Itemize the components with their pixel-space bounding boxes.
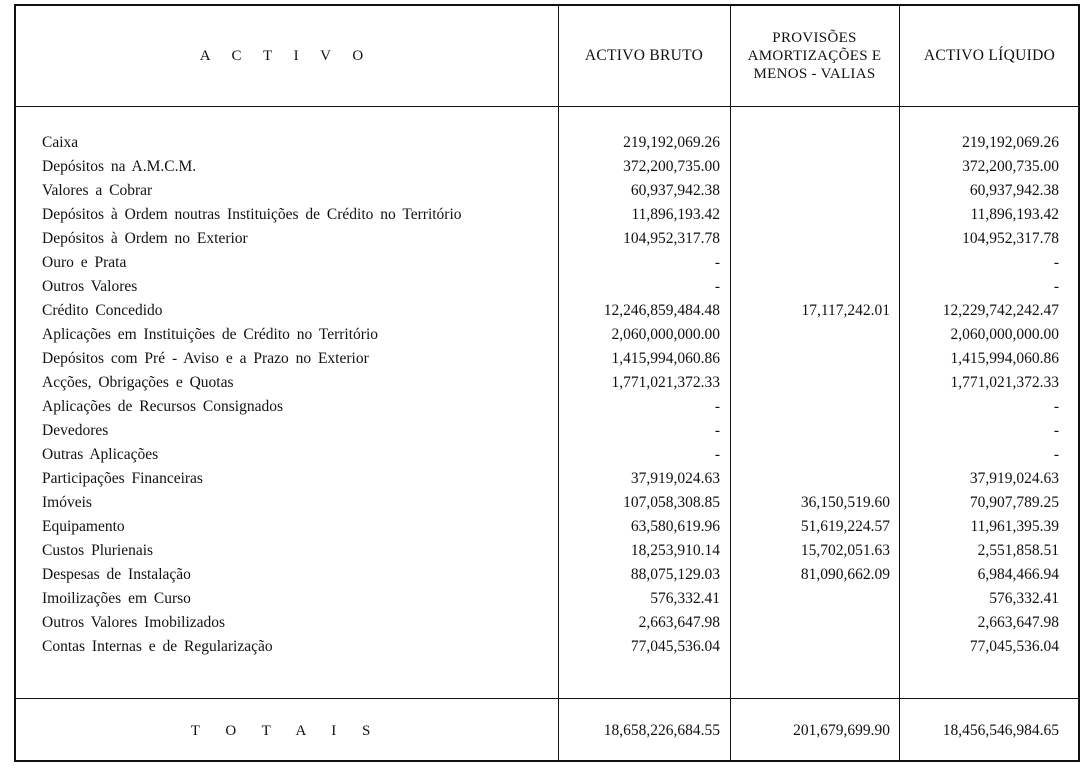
row-activo-bruto: 1,415,994,060.86 bbox=[611, 350, 720, 367]
table-row bbox=[14, 587, 1080, 611]
table-row bbox=[14, 443, 1080, 467]
table-row bbox=[14, 275, 1080, 299]
row-activo-bruto: 18,253,910.14 bbox=[630, 542, 720, 559]
row-activo-liquido: 11,961,395.39 bbox=[970, 518, 1059, 535]
row-provisoes: 17,117,242.01 bbox=[801, 302, 890, 319]
table-row bbox=[14, 635, 1080, 659]
table-row bbox=[14, 203, 1080, 227]
header-provisoes-line1: PROVISÕES bbox=[772, 30, 857, 46]
table-row bbox=[14, 347, 1080, 371]
row-label: Valores a Cobrar bbox=[42, 182, 153, 199]
row-activo-liquido: - bbox=[1053, 254, 1059, 271]
table-row bbox=[14, 419, 1080, 443]
header-provisoes bbox=[730, 6, 899, 106]
row-activo-bruto: - bbox=[714, 398, 720, 415]
row-activo-bruto: 104,952,317.78 bbox=[623, 230, 720, 247]
table-row bbox=[14, 371, 1080, 395]
totals-activo-liquido: 18,456,546,984.65 bbox=[942, 722, 1059, 739]
row-label: Participações Financeiras bbox=[42, 470, 203, 487]
table-row bbox=[14, 515, 1080, 539]
row-provisoes: 81,090,662.09 bbox=[800, 566, 890, 583]
row-activo-bruto: 11,896,193.42 bbox=[631, 206, 720, 223]
table-row bbox=[14, 131, 1080, 155]
row-label: Outras Aplicações bbox=[42, 446, 159, 463]
row-activo-bruto: 2,060,000,000.00 bbox=[611, 326, 720, 343]
row-label: Aplicações em Instituições de Crédito no Território bbox=[42, 326, 379, 343]
row-activo-bruto: 576,332.41 bbox=[650, 590, 720, 607]
row-activo-liquido: 37,919,024.63 bbox=[969, 470, 1059, 487]
row-label: Ouro e Prata bbox=[42, 254, 127, 271]
row-provisoes: 51,619,224.57 bbox=[800, 518, 890, 535]
row-activo-liquido: - bbox=[1053, 398, 1059, 415]
row-activo-bruto: 372,200,735.00 bbox=[623, 158, 720, 175]
row-label: Aplicações de Recursos Consignados bbox=[42, 398, 284, 415]
header-activo: A C T I V O bbox=[199, 47, 373, 64]
row-label: Depósitos na A.M.C.M. bbox=[42, 158, 197, 175]
row-activo-bruto: - bbox=[714, 254, 720, 271]
table-row bbox=[14, 539, 1080, 563]
table-row bbox=[14, 227, 1080, 251]
row-activo-bruto: 88,075,129.03 bbox=[630, 566, 720, 583]
table-row bbox=[14, 155, 1080, 179]
row-activo-liquido: 2,663,647.98 bbox=[977, 614, 1059, 631]
row-activo-liquido: 11,896,193.42 bbox=[970, 206, 1059, 223]
row-label: Contas Internas e de Regularização bbox=[42, 638, 273, 655]
row-activo-liquido: - bbox=[1053, 446, 1059, 463]
row-label: Depósitos com Pré - Aviso e a Prazo no Exterior bbox=[42, 350, 369, 367]
row-activo-liquido: 77,045,536.04 bbox=[969, 638, 1059, 655]
row-label: Outros Valores bbox=[42, 278, 138, 295]
table-row bbox=[14, 611, 1080, 635]
row-label: Crédito Concedido bbox=[42, 302, 163, 319]
row-activo-liquido: 219,192,069.26 bbox=[962, 134, 1059, 151]
table-row bbox=[14, 467, 1080, 491]
row-activo-bruto: - bbox=[714, 278, 720, 295]
header-divider bbox=[14, 106, 1080, 107]
row-activo-bruto: 2,663,647.98 bbox=[638, 614, 720, 631]
row-activo-liquido: 1,771,021,372.33 bbox=[950, 374, 1059, 391]
row-activo-bruto: 219,192,069.26 bbox=[623, 134, 720, 151]
row-label: Depósitos à Ordem no Exterior bbox=[42, 230, 248, 247]
row-label: Equipamento bbox=[42, 518, 125, 535]
header-activo-bruto: ACTIVO BRUTO bbox=[584, 47, 704, 64]
header-provisoes-line2: AMORTIZAÇÕES E bbox=[747, 48, 882, 64]
row-activo-bruto: - bbox=[714, 446, 720, 463]
totals-label: T O T A I S bbox=[190, 722, 382, 739]
row-label: Imóveis bbox=[42, 494, 92, 511]
row-activo-liquido: 576,332.41 bbox=[989, 590, 1059, 607]
row-activo-liquido: 70,907,789.25 bbox=[969, 494, 1059, 511]
totals-activo-bruto: 18,658,226,684.55 bbox=[603, 722, 720, 739]
row-activo-bruto: 63,580,619.96 bbox=[630, 518, 720, 535]
row-label: Imoilizações em Curso bbox=[42, 590, 191, 607]
row-label: Acções, Obrigações e Quotas bbox=[42, 374, 234, 391]
table-row bbox=[14, 563, 1080, 587]
header-activo-liquido: ACTIVO LÍQUIDO bbox=[923, 47, 1056, 64]
totals-provisoes: 201,679,699.90 bbox=[793, 722, 890, 739]
row-provisoes: 36,150,519.60 bbox=[800, 494, 890, 511]
row-activo-liquido: - bbox=[1053, 278, 1059, 295]
table-body bbox=[14, 131, 1080, 659]
header-provisoes-line3: MENOS - VALIAS bbox=[753, 66, 876, 82]
row-activo-bruto: 1,771,021,372.33 bbox=[611, 374, 720, 391]
row-label: Caixa bbox=[42, 134, 79, 151]
row-activo-bruto: 107,058,308.85 bbox=[623, 494, 720, 511]
row-provisoes: 15,702,051.63 bbox=[800, 542, 890, 559]
row-label: Outros Valores Imobilizados bbox=[42, 614, 226, 631]
row-activo-liquido: 6,984,466.94 bbox=[977, 566, 1059, 583]
row-activo-liquido: 372,200,735.00 bbox=[962, 158, 1059, 175]
row-activo-liquido: - bbox=[1053, 422, 1059, 439]
row-activo-bruto: 77,045,536.04 bbox=[630, 638, 720, 655]
table-row bbox=[14, 323, 1080, 347]
row-activo-bruto: 60,937,942.38 bbox=[630, 182, 720, 199]
table-row bbox=[14, 179, 1080, 203]
row-activo-bruto: 12,246,859,484.48 bbox=[603, 302, 720, 319]
table-row bbox=[14, 299, 1080, 323]
row-activo-liquido: 2,551,858.51 bbox=[977, 542, 1059, 559]
row-activo-liquido: 2,060,000,000.00 bbox=[950, 326, 1059, 343]
row-activo-bruto: - bbox=[714, 422, 720, 439]
row-label: Depósitos à Ordem noutras Instituições de Crédito no Território bbox=[42, 206, 462, 223]
table-row bbox=[14, 251, 1080, 275]
row-label: Despesas de Instalação bbox=[42, 566, 191, 583]
row-activo-liquido: 104,952,317.78 bbox=[962, 230, 1059, 247]
row-label: Devedores bbox=[42, 422, 109, 439]
totals-divider bbox=[14, 698, 1080, 699]
table-row bbox=[14, 491, 1080, 515]
table-row bbox=[14, 395, 1080, 419]
row-activo-liquido: 60,937,942.38 bbox=[969, 182, 1059, 199]
row-activo-bruto: 37,919,024.63 bbox=[630, 470, 720, 487]
balance-sheet-table bbox=[14, 4, 1080, 762]
row-activo-liquido: 1,415,994,060.86 bbox=[950, 350, 1059, 367]
row-activo-liquido: 12,229,742,242.47 bbox=[942, 302, 1059, 319]
row-label: Custos Plurienais bbox=[42, 542, 154, 559]
